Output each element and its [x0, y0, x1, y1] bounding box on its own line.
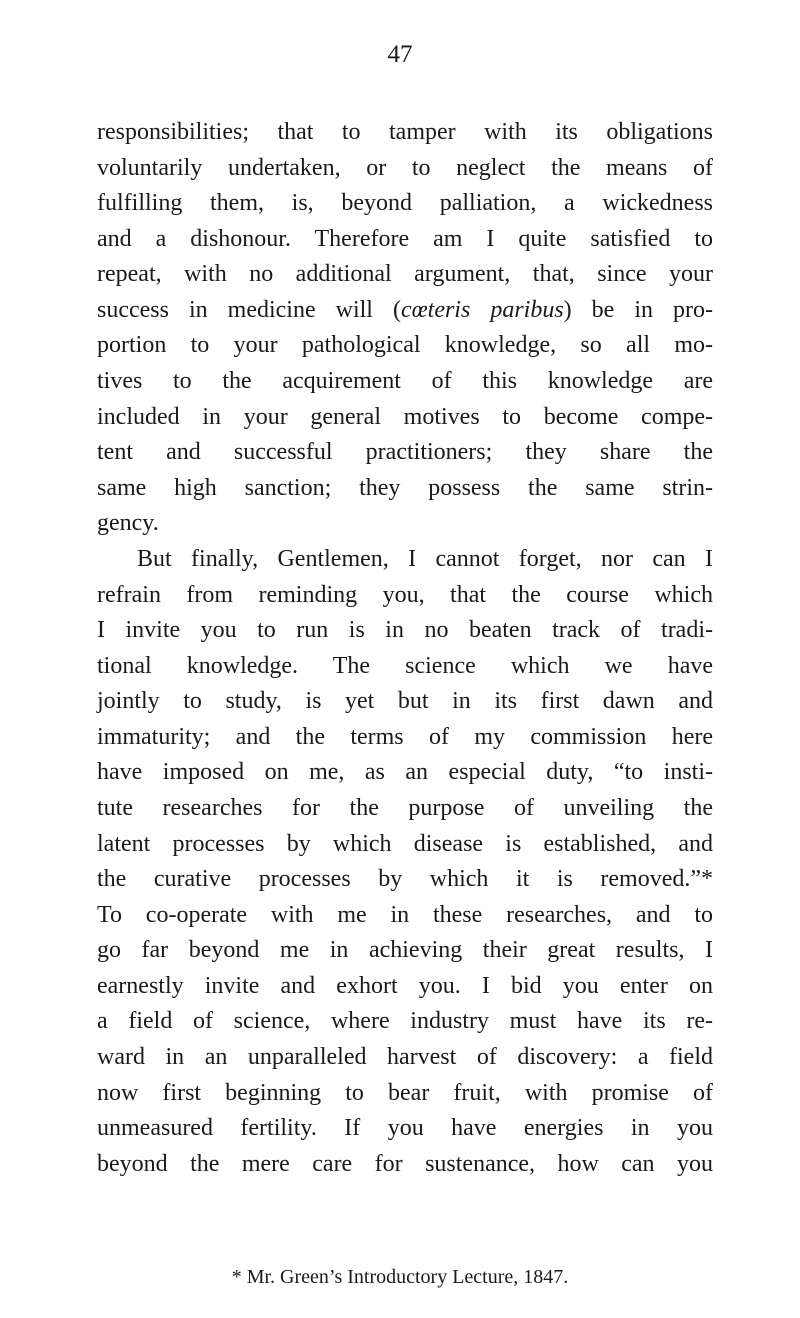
latin-phrase: cœteris paribus [400, 296, 564, 323]
footnote: * Mr. Green’s Introductory Lecture, 1847. [231, 1266, 569, 1288]
text-line: jointly to study, is yet but in its first dawn and [97, 688, 713, 715]
text-line: tives to the acquirement of this knowledge are [97, 368, 713, 395]
text-line: responsibilities; that to tamper with its obligations [97, 119, 713, 145]
text-line: I invite you to run is in no beaten track of tradi- [97, 617, 713, 644]
text-line: beyond the mere care for sustenance, how can you [97, 1150, 713, 1177]
text-line: the curative processes by which it is removed.”* [97, 866, 713, 893]
text-line: gency. [97, 510, 159, 537]
body-text [97, 115, 713, 1182]
text-line: refrain from reminding you, that the course which [97, 581, 713, 608]
text-line: tional knowledge. The science which we have [97, 652, 713, 679]
text-line: unmeasured fertility. If you have energies in you [97, 1115, 713, 1142]
text-line: portion to your pathological knowledge, so all mo- [97, 332, 713, 359]
text-line: repeat, with no additional argument, that, since your [97, 261, 713, 288]
text-line: latent processes by which disease is established, and [97, 830, 713, 857]
text-line: immaturity; and the terms of my commission here [97, 723, 713, 750]
text-line: now first beginning to bear fruit, with promise of [97, 1079, 713, 1106]
text-line: and a dishonour. Therefore am I quite satisfied to [97, 225, 713, 252]
page-number: 47 [387, 41, 413, 68]
text-line: tute researches for the purpose of unveiling the [97, 794, 713, 821]
text-line: success in medicine will (cœteris paribus) be in pro- [97, 296, 713, 323]
paragraph-first-line: But finally, Gentlemen, I cannot forget, nor can I [137, 545, 713, 572]
text-line: a field of science, where industry must have its re- [97, 1008, 713, 1035]
text-line: have imposed on me, as an especial duty, “to insti- [97, 759, 713, 786]
text-line: earnestly invite and exhort you. I bid you enter on [97, 972, 713, 999]
text-line: go far beyond me in achieving their great results, I [97, 937, 713, 964]
text-line: fulfilling them, is, beyond palliation, a wickedness [97, 190, 713, 217]
text-line: ward in an unparalleled harvest of discovery: a field [97, 1044, 713, 1071]
text-line: included in your general motives to become compe- [97, 403, 713, 430]
text-line: voluntarily undertaken, or to neglect the means of [97, 154, 713, 181]
text-line: tent and successful practitioners; they share the [97, 439, 713, 466]
text-line: same high sanction; they possess the same strin- [97, 474, 713, 501]
text-line: To co-operate with me in these researches, and to [97, 901, 713, 928]
